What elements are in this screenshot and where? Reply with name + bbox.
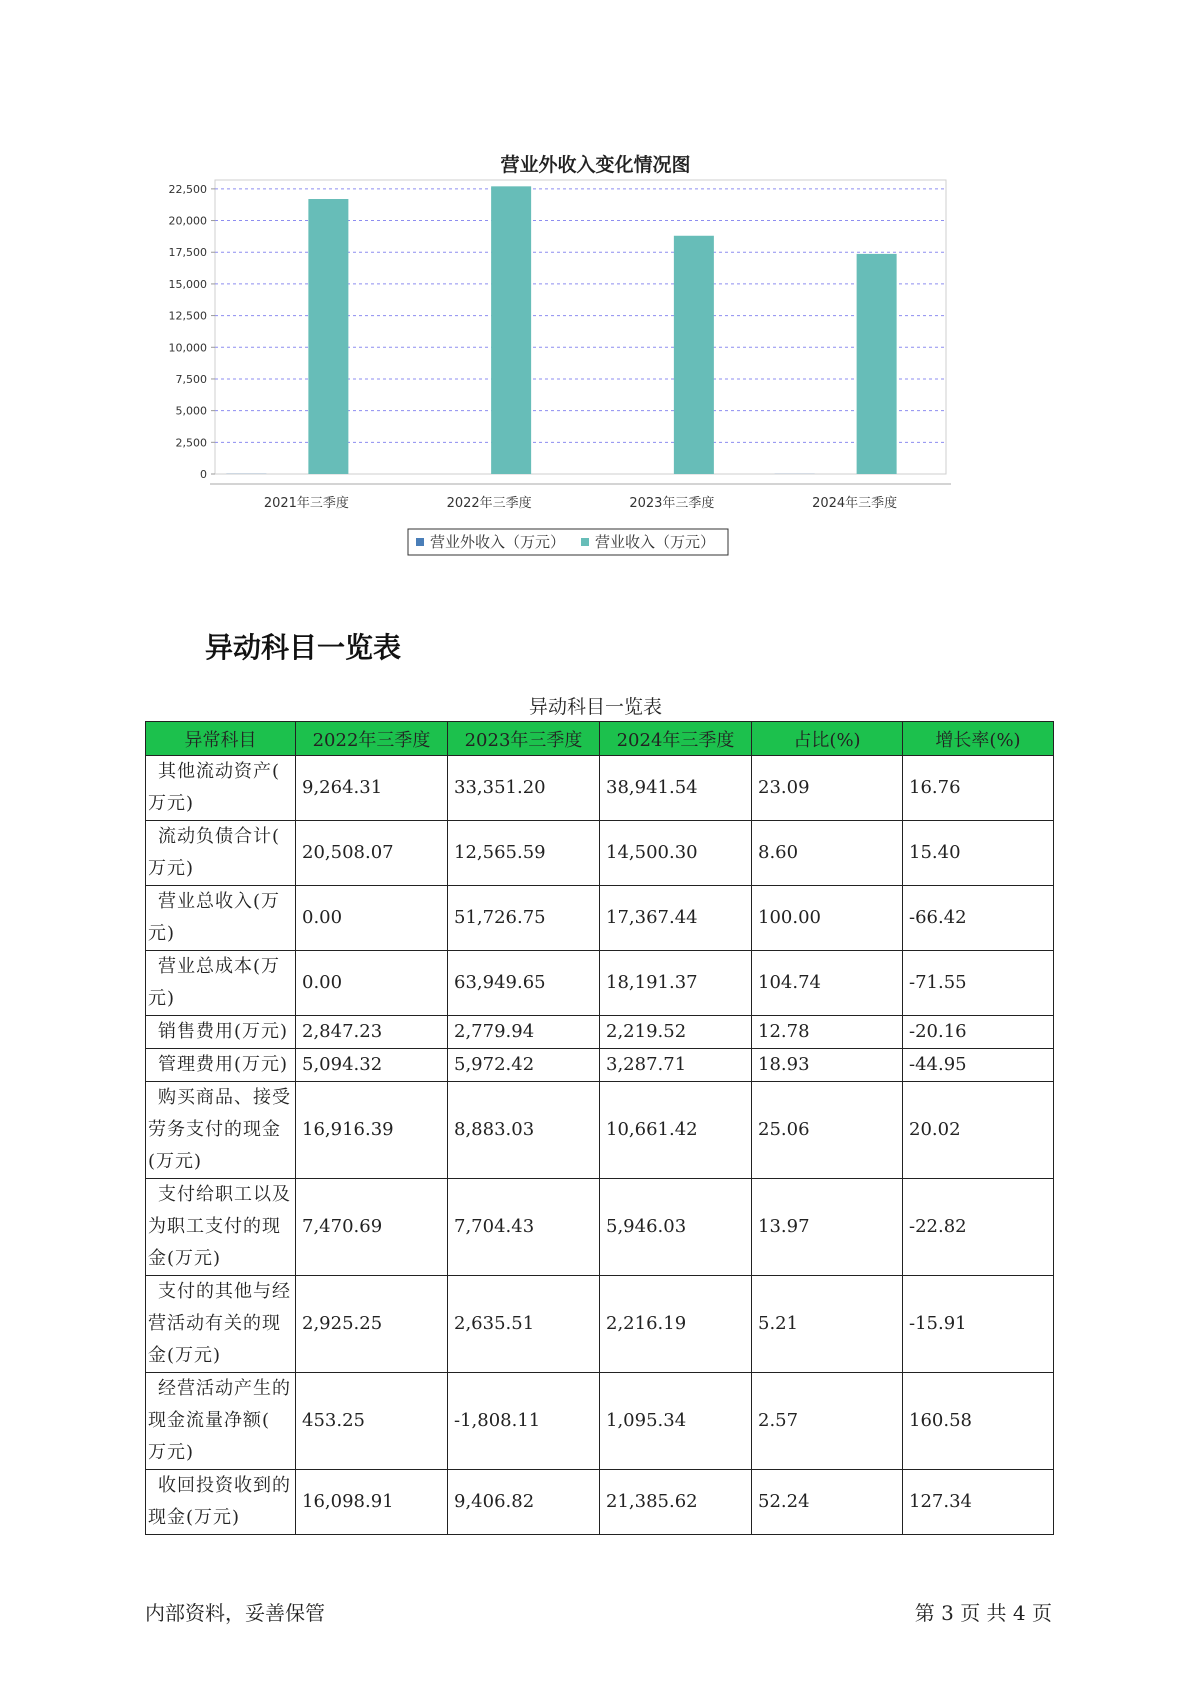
cell-subject xyxy=(146,1082,296,1179)
header-ratio: 占比(%) xyxy=(752,722,903,756)
legend-swatch-operating-revenue xyxy=(581,538,589,546)
cell-growth: -71.55 xyxy=(903,951,1054,1016)
anomaly-table xyxy=(145,721,1054,1535)
x-tick-label: 2024年三季度 xyxy=(812,496,898,511)
y-tick-label: 22,500 xyxy=(168,182,207,196)
y-tick-label: 15,000 xyxy=(168,277,207,291)
x-tick-label: 2023年三季度 xyxy=(629,496,715,511)
cell-2024q3: 21,385.62 xyxy=(600,1470,752,1535)
subject-line: 支付的其他与经 xyxy=(158,1281,291,1302)
cell-subject xyxy=(146,951,296,1016)
y-tick-label: 7,500 xyxy=(175,372,207,386)
subject-line: 销售费用(万元) xyxy=(158,1021,289,1042)
header-growth: 增长率(%) xyxy=(903,722,1054,756)
cell-2024q3: 2,216.19 xyxy=(600,1276,752,1373)
cell-ratio: 23.09 xyxy=(752,756,903,821)
cell-ratio: 18.93 xyxy=(752,1049,903,1082)
cell-2022q3: 0.00 xyxy=(296,951,448,1016)
table-row xyxy=(146,1373,1054,1470)
subject-line: 购买商品、接受 xyxy=(158,1087,291,1108)
cell-2023q3: 2,635.51 xyxy=(448,1276,600,1373)
y-tick-label: 17,500 xyxy=(168,246,207,260)
cell-growth: 16.76 xyxy=(903,756,1054,821)
subject-line: 流动负债合计( xyxy=(158,826,281,847)
cell-ratio: 100.00 xyxy=(752,886,903,951)
footer-confidential-note: 内部资料，妥善保管 xyxy=(145,1601,325,1625)
cell-2024q3: 5,946.03 xyxy=(600,1179,752,1276)
table-row xyxy=(146,1276,1054,1373)
header-2022q3: 2022年三季度 xyxy=(296,722,448,756)
y-tick-label: 10,000 xyxy=(168,341,207,355)
cell-growth: 160.58 xyxy=(903,1373,1054,1470)
cell-growth: -15.91 xyxy=(903,1276,1054,1373)
subject-line: 营业总收入(万 xyxy=(158,891,281,912)
y-tick-label: 12,500 xyxy=(168,309,207,323)
x-tick-label: 2022年三季度 xyxy=(446,496,532,511)
table-caption: 异动科目一览表 xyxy=(528,696,662,718)
cell-ratio: 104.74 xyxy=(752,951,903,1016)
subject-line: 万元) xyxy=(148,858,195,879)
cell-2022q3: 5,094.32 xyxy=(296,1049,448,1082)
chart-title: 营业外收入变化情况图 xyxy=(500,154,691,176)
cell-2022q3: 16,916.39 xyxy=(296,1082,448,1179)
header-2024q3: 2024年三季度 xyxy=(600,722,752,756)
table-row xyxy=(146,951,1054,1016)
subject-line: 营业总成本(万 xyxy=(158,956,281,977)
cell-2022q3: 20,508.07 xyxy=(296,821,448,886)
cell-2022q3: 16,098.91 xyxy=(296,1470,448,1535)
y-tick-label: 20,000 xyxy=(168,214,207,228)
subject-line: 元) xyxy=(148,988,176,1009)
subject-line: 现金流量净额( xyxy=(148,1410,271,1431)
subject-line: 金(万元) xyxy=(148,1248,222,1269)
subject-line: 营活动有关的现 xyxy=(148,1313,281,1334)
cell-growth: -44.95 xyxy=(903,1049,1054,1082)
header-2023q3: 2023年三季度 xyxy=(448,722,600,756)
cell-2022q3: 2,847.23 xyxy=(296,1016,448,1049)
table-header-row xyxy=(146,722,1054,756)
cell-subject xyxy=(146,1049,296,1082)
subject-line: (万元) xyxy=(148,1151,203,1172)
bar-operating-revenue xyxy=(308,199,348,474)
bar-operating-revenue xyxy=(491,186,531,474)
cell-ratio: 52.24 xyxy=(752,1470,903,1535)
table-row xyxy=(146,756,1054,821)
cell-2022q3: 2,925.25 xyxy=(296,1276,448,1373)
cell-2022q3: 0.00 xyxy=(296,886,448,951)
y-tick-label: 0 xyxy=(200,468,207,481)
cell-2024q3: 38,941.54 xyxy=(600,756,752,821)
cell-2023q3: -1,808.11 xyxy=(448,1373,600,1470)
x-tick-label: 2021年三季度 xyxy=(263,496,349,511)
legend-swatch-non-operating-income xyxy=(416,538,424,546)
cell-growth: -20.16 xyxy=(903,1016,1054,1049)
cell-2024q3: 2,219.52 xyxy=(600,1016,752,1049)
subject-line: 支付给职工以及 xyxy=(158,1184,291,1205)
table-row xyxy=(146,1179,1054,1276)
table-row xyxy=(146,821,1054,886)
cell-2024q3: 17,367.44 xyxy=(600,886,752,951)
cell-2023q3: 33,351.20 xyxy=(448,756,600,821)
cell-ratio: 5.21 xyxy=(752,1276,903,1373)
cell-2022q3: 7,470.69 xyxy=(296,1179,448,1276)
section-title: 异动科目一览表 xyxy=(205,631,402,664)
cell-ratio: 25.06 xyxy=(752,1082,903,1179)
cell-subject xyxy=(146,756,296,821)
cell-growth: 20.02 xyxy=(903,1082,1054,1179)
cell-2023q3: 8,883.03 xyxy=(448,1082,600,1179)
subject-line: 劳务支付的现金 xyxy=(148,1119,281,1140)
cell-2023q3: 7,704.43 xyxy=(448,1179,600,1276)
cell-2023q3: 2,779.94 xyxy=(448,1016,600,1049)
cell-subject xyxy=(146,1179,296,1276)
cell-growth: -22.82 xyxy=(903,1179,1054,1276)
table-row xyxy=(146,1082,1054,1179)
cell-growth: 15.40 xyxy=(903,821,1054,886)
table-body xyxy=(146,756,1054,1535)
cell-growth: 127.34 xyxy=(903,1470,1054,1535)
bar-operating-revenue xyxy=(857,254,897,474)
header-subject: 异常科目 xyxy=(146,722,296,756)
cell-2023q3: 63,949.65 xyxy=(448,951,600,1016)
cell-ratio: 2.57 xyxy=(752,1373,903,1470)
cell-2024q3: 18,191.37 xyxy=(600,951,752,1016)
table-row xyxy=(146,886,1054,951)
cell-2024q3: 10,661.42 xyxy=(600,1082,752,1179)
subject-line: 万元) xyxy=(148,1442,195,1463)
table-row xyxy=(146,1470,1054,1535)
subject-line: 经营活动产生的 xyxy=(158,1378,291,1399)
legend-label: 营业外收入（万元） xyxy=(430,533,566,551)
cell-subject xyxy=(146,1470,296,1535)
cell-ratio: 12.78 xyxy=(752,1016,903,1049)
subject-line: 元) xyxy=(148,923,176,944)
cell-subject xyxy=(146,886,296,951)
bar-operating-revenue xyxy=(674,236,714,474)
cell-2022q3: 9,264.31 xyxy=(296,756,448,821)
y-tick-label: 2,500 xyxy=(175,436,207,450)
cell-2024q3: 3,287.71 xyxy=(600,1049,752,1082)
cell-ratio: 8.60 xyxy=(752,821,903,886)
subject-line: 其他流动资产( xyxy=(158,761,281,782)
cell-ratio: 13.97 xyxy=(752,1179,903,1276)
cell-2022q3: 453.25 xyxy=(296,1373,448,1470)
cell-2023q3: 9,406.82 xyxy=(448,1470,600,1535)
subject-line: 为职工支付的现 xyxy=(148,1216,281,1237)
cell-2023q3: 12,565.59 xyxy=(448,821,600,886)
cell-growth: -66.42 xyxy=(903,886,1054,951)
subject-line: 现金(万元) xyxy=(148,1507,241,1528)
cell-subject xyxy=(146,1016,296,1049)
y-tick-label: 5,000 xyxy=(175,404,207,418)
revenue-bar-chart xyxy=(0,0,1191,600)
subject-line: 收回投资收到的 xyxy=(158,1475,291,1496)
subject-line: 金(万元) xyxy=(148,1345,222,1366)
cell-2024q3: 14,500.30 xyxy=(600,821,752,886)
subject-line: 万元) xyxy=(148,793,195,814)
cell-subject xyxy=(146,1373,296,1470)
cell-2024q3: 1,095.34 xyxy=(600,1373,752,1470)
cell-2023q3: 51,726.75 xyxy=(448,886,600,951)
footer-page-number: 第 3 页 共 4 页 xyxy=(914,1601,1052,1625)
subject-line: 管理费用(万元) xyxy=(158,1054,289,1075)
cell-subject xyxy=(146,821,296,886)
table-row xyxy=(146,1049,1054,1082)
table-row xyxy=(146,1016,1054,1049)
cell-subject xyxy=(146,1276,296,1373)
cell-2023q3: 5,972.42 xyxy=(448,1049,600,1082)
legend-label: 营业收入（万元） xyxy=(595,533,716,551)
